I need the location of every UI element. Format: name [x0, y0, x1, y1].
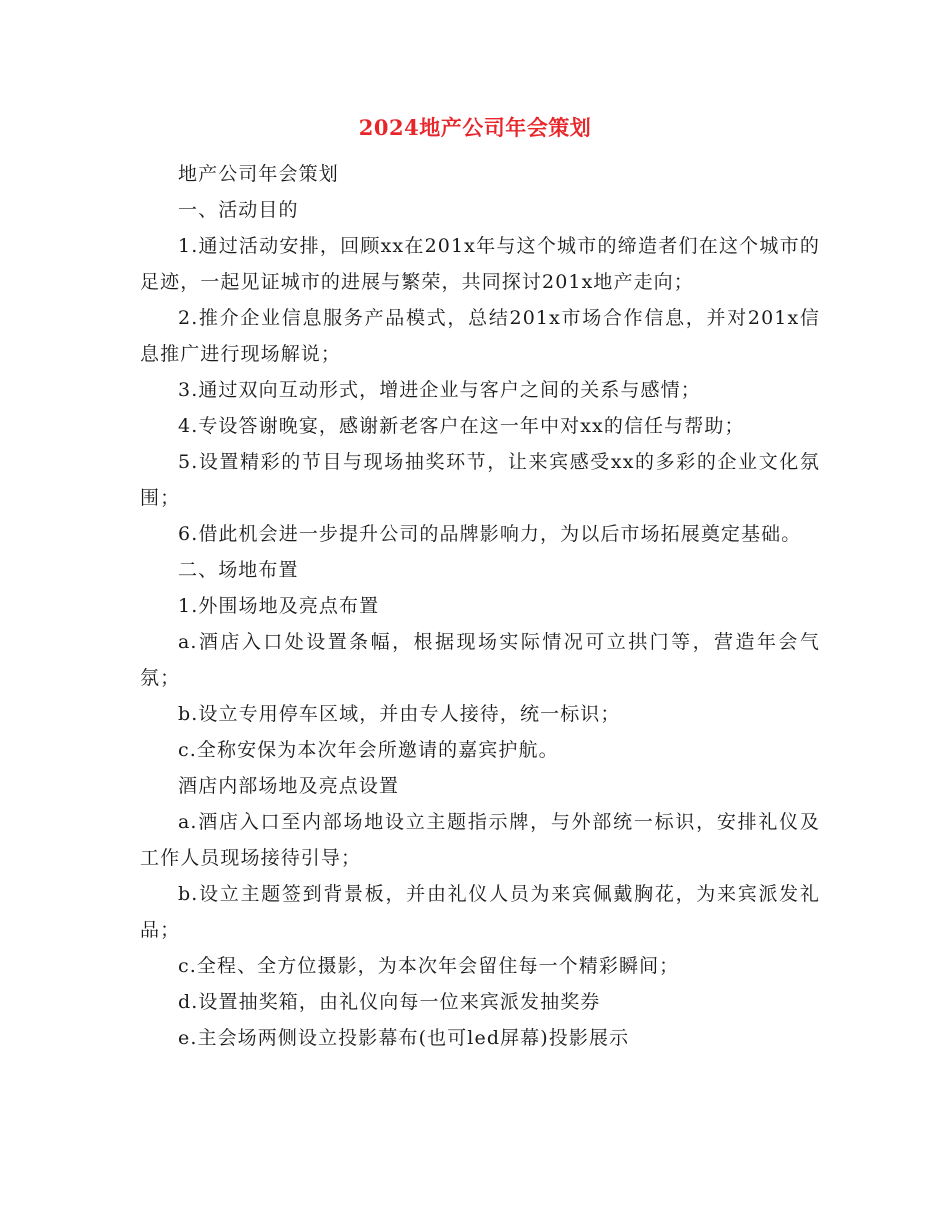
paragraph-purpose-6: 6.借此机会进一步提升公司的品牌影响力，为以后市场拓展奠定基础。 — [178, 523, 802, 545]
heading-activity-purpose: 一、活动目的 — [178, 199, 299, 221]
document-title: 2024地产公司年会策划 — [358, 115, 592, 140]
paragraph-indoor-c: c.全程、全方位摄影，为本次年会留住每一个精彩瞬间； — [178, 955, 680, 977]
paragraph-subtitle: 地产公司年会策划 — [178, 163, 339, 185]
paragraph-indoor-a: a.酒店入口至内部场地设立主题指示牌，与外部统一标识，安排礼仪及工作人员现场接待引导； — [140, 811, 820, 869]
document-body — [140, 156, 820, 1056]
paragraph-indoor-e: e.主会场两侧设立投影幕布(也可led屏幕)投影展示 — [178, 1027, 630, 1049]
paragraph-purpose-2: 2.推介企业信息服务产品模式，总结201x市场合作信息，并对201x信息推广进行现场解说； — [140, 307, 820, 365]
paragraph-purpose-4: 4.专设答谢晚宴，感谢新老客户在这一年中对xx的信任与帮助； — [178, 415, 745, 437]
paragraph-outdoor-a: a.酒店入口处设置条幅，根据现场实际情况可立拱门等，营造年会气氛； — [140, 631, 820, 689]
paragraph-outdoor-c: c.全称安保为本次年会所邀请的嘉宾护航。 — [178, 739, 559, 761]
paragraph-indoor-b: b.设立主题签到背景板，并由礼仪人员为来宾佩戴胸花，为来宾派发礼品； — [140, 883, 820, 941]
paragraph-purpose-1: 1.通过活动安排，回顾xx在201x年与这个城市的缔造者们在这个城市的足迹，一起见证城市的进展与繁荣，共同探讨201x地产走向； — [140, 235, 820, 293]
paragraph-purpose-3: 3.通过双向互动形式，增进企业与客户之间的关系与感情； — [178, 379, 701, 401]
subheading-outdoor-venue: 1.外围场地及亮点布置 — [178, 595, 380, 617]
subheading-indoor-venue: 酒店内部场地及亮点设置 — [178, 775, 400, 797]
paragraph-purpose-5: 5.设置精彩的节目与现场抽奖环节，让来宾感受xx的多彩的企业文化氛围； — [140, 451, 820, 509]
heading-venue-layout: 二、场地布置 — [178, 559, 299, 581]
paragraph-indoor-d: d.设置抽奖箱，由礼仪向每一位来宾派发抽奖券 — [178, 991, 601, 1013]
paragraph-outdoor-b: b.设立专用停车区域，并由专人接待，统一标识； — [178, 703, 621, 725]
